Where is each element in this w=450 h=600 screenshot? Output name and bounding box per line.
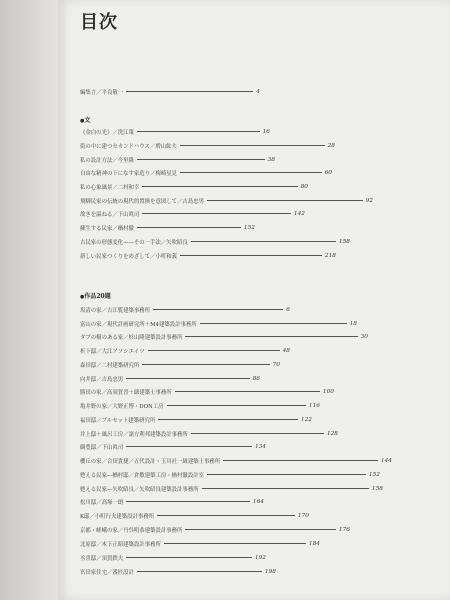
toc-leader-line: [137, 227, 241, 228]
toc-entry-title: タブの樹のある家／杉山隆建築設計事務所: [80, 334, 183, 341]
toc-leader-line: [142, 213, 291, 214]
toc-entry-page: 92: [365, 197, 373, 204]
toc-entry-page: 122: [300, 416, 312, 423]
toc-leader-line: [137, 131, 260, 132]
toc-entry-page: 192: [254, 554, 266, 561]
toc-entry-title: 勝田の家／高須賀晋＋細建築士事務所: [80, 389, 172, 396]
toc-entry-page: 30: [360, 333, 368, 340]
section-bullet-icon: ●: [80, 294, 85, 300]
toc-entry-page: 218: [324, 252, 336, 259]
section-heading-works: [80, 291, 111, 300]
toc-entry: [80, 373, 260, 384]
toc-entry-page: 80: [300, 183, 308, 190]
toc-entry: [80, 414, 312, 425]
toc-entry: [80, 524, 350, 535]
page-title: 目次: [80, 12, 118, 33]
toc-leader-line: [207, 474, 366, 475]
toc-entry: [80, 154, 275, 165]
toc-entry: [80, 552, 266, 563]
section-heading-essays: [80, 115, 90, 124]
toc-entry-page: 152: [368, 471, 380, 478]
toc-entry: [80, 236, 350, 247]
toc-leader-line: [223, 460, 378, 461]
toc-entry-page: 134: [254, 443, 266, 450]
toc-entry: [80, 496, 264, 507]
toc-entry-page: 152: [243, 224, 255, 231]
toc-entry-page: 18: [349, 320, 357, 327]
toc-entry-intro: [80, 86, 260, 97]
toc-entry-title: 折下邸／大江アソシエイツ: [80, 348, 145, 355]
toc-entry-page: 158: [371, 485, 383, 492]
toc-leader-line: [185, 336, 357, 337]
toc-leader-line: [175, 391, 320, 392]
toc-entry: [80, 140, 335, 151]
toc-entry-title: 井上邸＋風呂工房／諸方利邦建築設計事務所: [80, 431, 188, 438]
toc-entry-page: 6: [286, 306, 290, 313]
toc-entry: [80, 538, 320, 549]
toc-entry: [80, 400, 320, 411]
toc-leader-line: [191, 241, 336, 242]
toc-leader-line: [126, 557, 252, 558]
toc-entry-page: 176: [338, 526, 350, 533]
toc-entry-title: 甦える民家—矢吹昭良／矢吹昭良建築設計事務所: [80, 486, 199, 493]
toc-entry-page: 128: [326, 430, 338, 437]
toc-leader-line: [200, 323, 347, 324]
toc-leader-line: [180, 255, 322, 256]
toc-entry: [80, 222, 255, 233]
toc-leader-line: [126, 501, 250, 502]
toc-entry-title: 丞喜邸／須賀鉄夫: [80, 555, 124, 562]
toc-leader-line: [158, 419, 298, 420]
toc-entry: [80, 331, 368, 342]
section-bullet-icon: ●: [80, 118, 85, 124]
toc-leader-line: [180, 145, 325, 146]
toc-leader-line: [148, 350, 280, 351]
toc-entry-page: 38: [267, 156, 275, 163]
toc-entry: [80, 441, 266, 452]
toc-entry-title: 宮田家住宅／番匠設計: [80, 569, 134, 576]
toc-leader-line: [202, 488, 369, 489]
toc-entry-title: 松川邸／高塚一朗: [80, 499, 124, 506]
toc-leader-line: [153, 309, 283, 310]
section-heading-label: 文: [84, 117, 91, 124]
toc-entry: [80, 167, 332, 178]
toc-entry-page: 86: [252, 375, 260, 382]
toc-entry: [80, 304, 290, 315]
toc-entry: [80, 345, 290, 356]
toc-entry-page: 142: [293, 210, 305, 217]
toc-entry-title: 坂清の家／吉江覧建築事務所: [80, 307, 151, 314]
toc-entry-page: 60: [324, 169, 332, 176]
toc-entry: [80, 359, 280, 370]
toc-entry-title: 富山の家／現代計画研究所＋M4建築設計事務所: [80, 321, 197, 328]
toc-entry-title: 古民家の形態変化——その一手法／矢吹昭良: [80, 239, 188, 246]
toc-leader-line: [137, 571, 262, 572]
toc-entry-page: 144: [380, 457, 392, 464]
toc-entry: [80, 428, 338, 439]
book-gutter: [0, 0, 58, 600]
toc-entry: [80, 318, 357, 329]
toc-entry-title: 京都・嵯峨の家／丹呉明恭建築設計事務所: [80, 527, 183, 534]
toc-entry-title: 《金白の光》／洗江策: [80, 129, 134, 136]
toc-entry-page: 198: [264, 568, 276, 575]
toc-leader-line: [157, 515, 295, 516]
toc-entry-title: 私の設計方法／今里隆: [80, 157, 134, 164]
toc-leader-line: [137, 159, 265, 160]
toc-entry-title: K邸／小町行夫建築設計事務所: [80, 513, 155, 520]
toc-leader-line: [142, 364, 269, 365]
toc-entry-page: 100: [322, 388, 334, 395]
toc-entry-title: 向井邸／吉島忠男: [80, 376, 124, 383]
toc-entry-page: 48: [282, 347, 290, 354]
toc-leader-line: [164, 543, 306, 544]
toc-entry-page: 170: [297, 512, 309, 519]
toc-leader-line: [167, 405, 306, 406]
toc-entry: [80, 469, 380, 480]
toc-entry-title: 新しい民家つくりをめざして／小町和義: [80, 253, 178, 260]
toc-entry: [80, 195, 373, 206]
toc-entry: [80, 208, 305, 219]
toc-leader-line: [126, 378, 249, 379]
toc-leader-line: [207, 200, 363, 201]
toc-entry-page: 184: [308, 540, 320, 547]
toc-entry-title: 私の心象風景／二村和幸: [80, 184, 140, 191]
toc-entry: [80, 386, 334, 397]
toc-leader-line: [185, 529, 335, 530]
toc-entry-title: 森田邸／二村建築研究所: [80, 362, 140, 369]
toc-entry-title: 故きを温ねる／下山眞司: [80, 211, 140, 218]
toc-leader-line: [142, 186, 297, 187]
toc-leader-line: [180, 172, 322, 173]
toc-entry-title: 櫻丘の家／合田貴捷／五代設計・玉川社一級建築士事務所: [80, 458, 221, 465]
toc-entry-title: 編集言／平良敬一: [80, 89, 124, 96]
toc-entry: [80, 483, 383, 494]
toc-entry-page: 4: [256, 88, 260, 95]
toc-entry: [80, 250, 336, 261]
toc-entry-title: 甦える民家—楢村邸／倉敷建築工房・楢村徹設計室: [80, 472, 204, 479]
toc-entry: [80, 181, 308, 192]
toc-entry-page: 16: [262, 128, 270, 135]
toc-leader-line: [126, 446, 252, 447]
toc-leader-line: [126, 91, 253, 92]
toc-entry: [80, 126, 270, 137]
toc-entry-title: 亀井野の家／大野正博・DON工房: [80, 403, 164, 410]
toc-entry-title: 観豊邸／下山眞司: [80, 444, 124, 451]
toc-entry-page: 158: [338, 238, 350, 245]
toc-entry-title: 飛騨民家の伝統の現代的置換を意図して／吉島忠男: [80, 198, 204, 205]
toc-entry-page: 164: [252, 498, 264, 505]
toc-entry-title: 蘇生する民家／楢村徹: [80, 225, 134, 232]
toc-entry: [80, 566, 276, 577]
toc-entry-title: 福田邸／ブルセット建築研究所: [80, 417, 156, 424]
toc-entry-title: 街の中に建つセカンドハウス／増山紘夫: [80, 143, 177, 150]
toc-entry-page: 28: [327, 142, 335, 149]
toc-entry: [80, 455, 392, 466]
toc-entry-page: 116: [308, 402, 320, 409]
toc-entry-title: 自由な精神の下になす家造り／梅崎星見: [80, 170, 178, 177]
toc-entry: [80, 510, 309, 521]
toc-entry-title: 北原邸／木下正昭建築設計事務所: [80, 541, 161, 548]
toc-leader-line: [191, 433, 324, 434]
section-heading-label: 作品20題: [84, 293, 111, 300]
toc-entry-page: 70: [272, 361, 280, 368]
